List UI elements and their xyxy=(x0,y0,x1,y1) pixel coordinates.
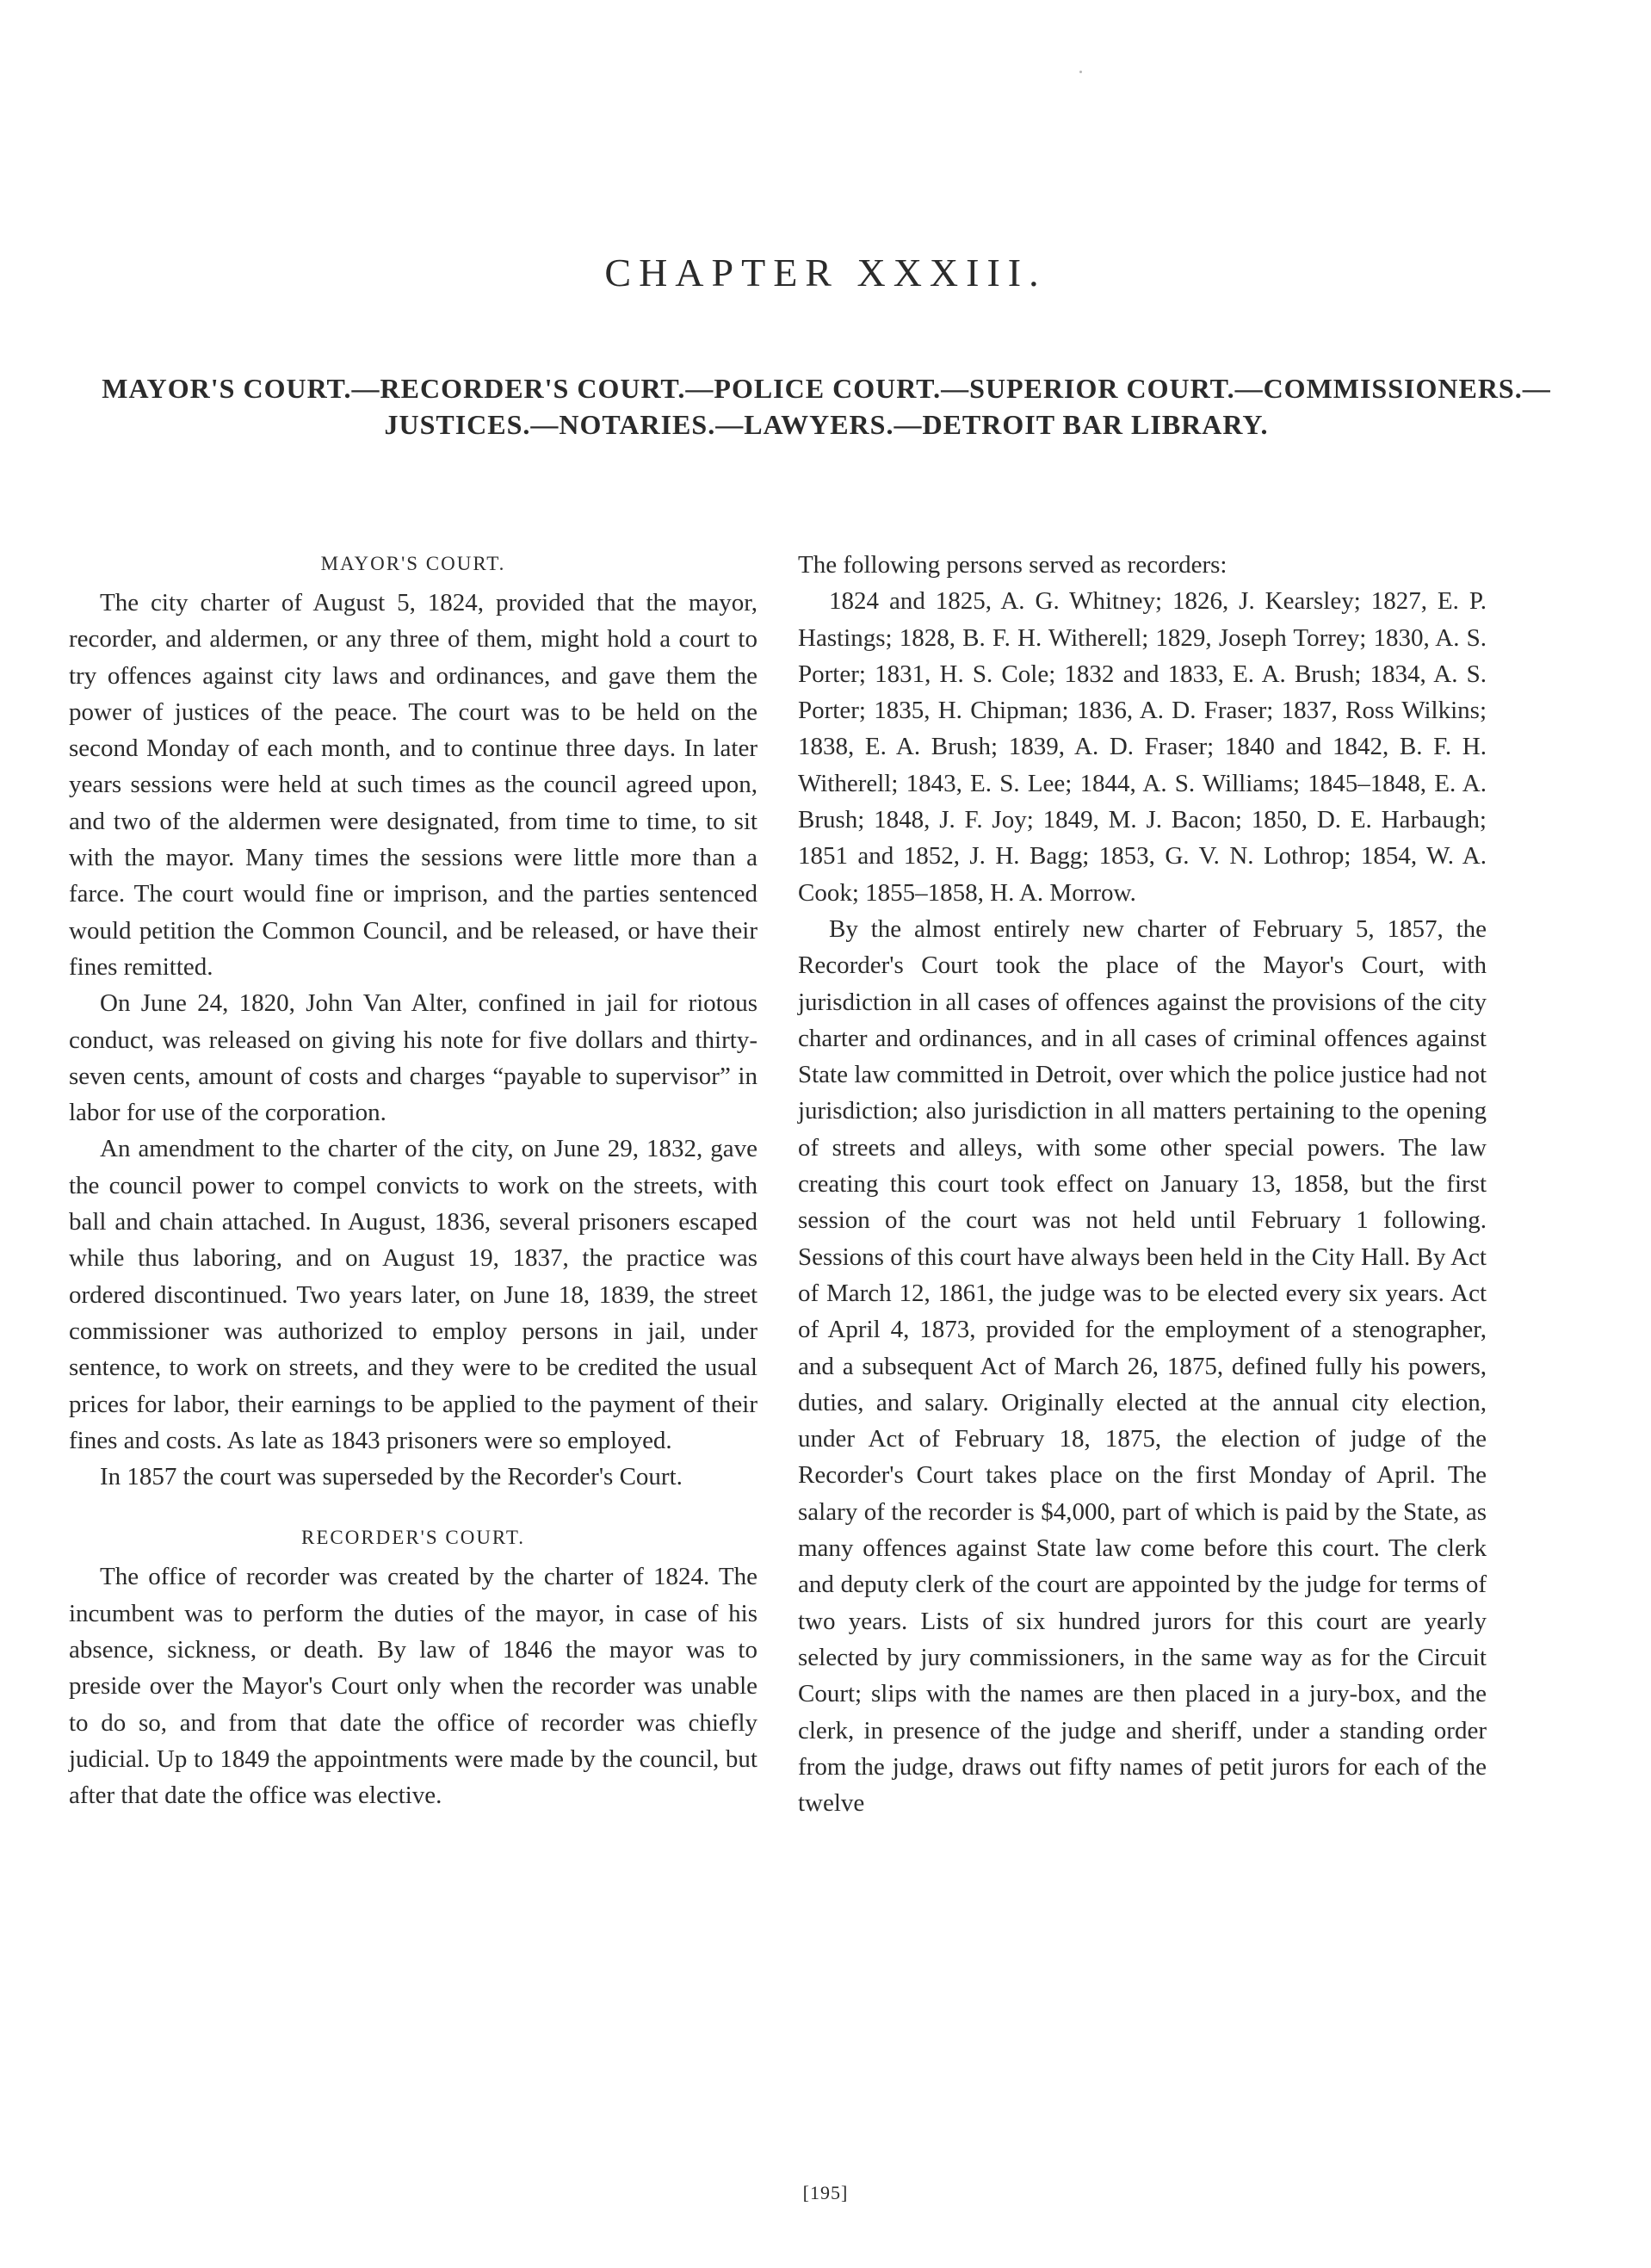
recorders-court-heading: RECORDER'S COURT. xyxy=(301,1527,525,1549)
recorders-list: 1824 and 1825, A. G. Whitney; 1826, J. Kearsley; 1827, E. P. Hastings; 1828, B. F. H. Witherell; 1829, Joseph Torrey; 1830, A. S. Porter; 1831, H. S. Cole; 1832 and 1833, E. A. Brush; 1834, A. S. Porter; 1835, H. Chipman; 1836, A. D. Fraser; 1837, Ross Wilkins; 1838, E. A. Brush; 1839, A. D. Fraser; 1840 and 1842, B. F. H. Witherell; 1843, E. S. Lee; 1844, A. S. Williams; 1845–1848, E. A. Brush; 1848, J. F. Joy; 1849, M. J. Bacon; 1850, D. E. Harbaugh; 1851 and 1852, J. H. Bagg; 1853, G. V. N. Lothrop; 1854, W. A. Cook; 1855–1858, H. A. Morrow. xyxy=(798,587,1487,907)
mayors-court-paragraph-4: In 1857 the court was superseded by the Recorder's Court. xyxy=(100,1463,683,1491)
left-column xyxy=(69,547,757,1814)
chapter-subtitle: MAYOR'S COURT.—RECORDER'S COURT.—POLICE COURT.—SUPERIOR COURT.—COMMISSIONERS.—JUSTICES.—NOTARIES.—LAWYERS.—DETROIT BAR LIBRARY. xyxy=(102,373,1551,440)
charter-paragraph: By the almost entirely new charter of February 5, 1857, the Recorder's Court took the place of the Mayor's Court, with jurisdiction in all cases of offences against the provisions of the city charter and ordinances, and in all cases of criminal offences against State law committed in Detroit, over which the police justice had not jurisdiction; also jurisdiction in all matters pertaining to the opening of streets and alleys, with some other special powers. The law creating this court took effect on January 13, 1858, but the first session of the court was not held until February 1 following. Sessions of this court have always been held in the City Hall. By Act of March 12, 1861, the judge was to be elected every six years. Act of April 4, 1873, provided for the employment of a stenographer, and a subsequent Act of March 26, 1875, defined fully his powers, duties, and salary. Originally elected at the annual city election, under Act of February 18, 1875, the election of judge of the Recorder's Court takes place on the first Monday of April. The salary of the recorder is $4,000, part of which is paid by the State, as many offences against State law come before this court. The clerk and deputy clerk of the court are appointed by the judge for terms of two years. Lists of six hundred jurors for this court are yearly selected by jury commissioners, in the same way as for the Circuit Court; slips with the names are then placed in a jury-box, and the clerk, in presence of the judge and sheriff, under a standing order from the judge, draws out fifty names of petit jurors for each of the twelve xyxy=(798,914,1487,1818)
mayors-court-heading: MAYOR'S COURT. xyxy=(320,553,506,574)
right-column xyxy=(798,547,1487,1821)
recorders-court-paragraph: The office of recorder was created by the charter of 1824. The incumbent was to perform the duties of the mayor, in case of his absence, sickness, or death. By law of 1846 the mayor was to preside over the Mayor's Court only when the recorder was unable to do so, and from that date the office of recorder was chiefly judicial. Up to 1849 the appointments were made by the council, but after that date the office was elective. xyxy=(69,1563,757,1810)
page-number: [195] xyxy=(802,2182,849,2203)
mayors-court-paragraph-1: The city charter of August 5, 1824, provided that the mayor, recorder, and aldermen, or any three of them, might hold a court to try offences against city laws and ordinances, and gave them the power of justices of the peace. The court was to be held on the second Monday of each month, and to continue three days. In later years sessions were held at such times as the council agreed upon, and two of the aldermen were designated, from time to time, to sit with the mayor. Many times the sessions were little more than a farce. The court would fine or imprison, and the parties sentenced would petition the Common Council, and be released, or have their fines remitted. xyxy=(69,589,757,981)
mayors-court-paragraph-3: An amendment to the charter of the city, on June 29, 1832, gave the council power to compel convicts to work on the streets, with ball and chain attached. In August, 1836, several prisoners escaped while thus laboring, and on August 19, 1837, the practice was ordered discontinued. Two years later, on June 18, 1839, the street commissioner was authorized to employ persons in jail, under sentence, to work on streets, and they were to be credited the usual prices for labor, their earnings to be applied to the payment of their fines and costs. As late as 1843 prisoners were so employed. xyxy=(69,1135,757,1454)
print-speck xyxy=(1079,71,1082,73)
recorders-intro: The following persons served as recorders: xyxy=(798,551,1227,579)
mayors-court-paragraph-2: On June 24, 1820, John Van Alter, confined in jail for riotous conduct, was released on giving his note for five dollars and thirty-seven cents, amount of costs and charges “payable to supervisor” in labor for use of the corporation. xyxy=(69,989,757,1127)
chapter-title: CHAPTER XXXIII. xyxy=(604,251,1047,294)
